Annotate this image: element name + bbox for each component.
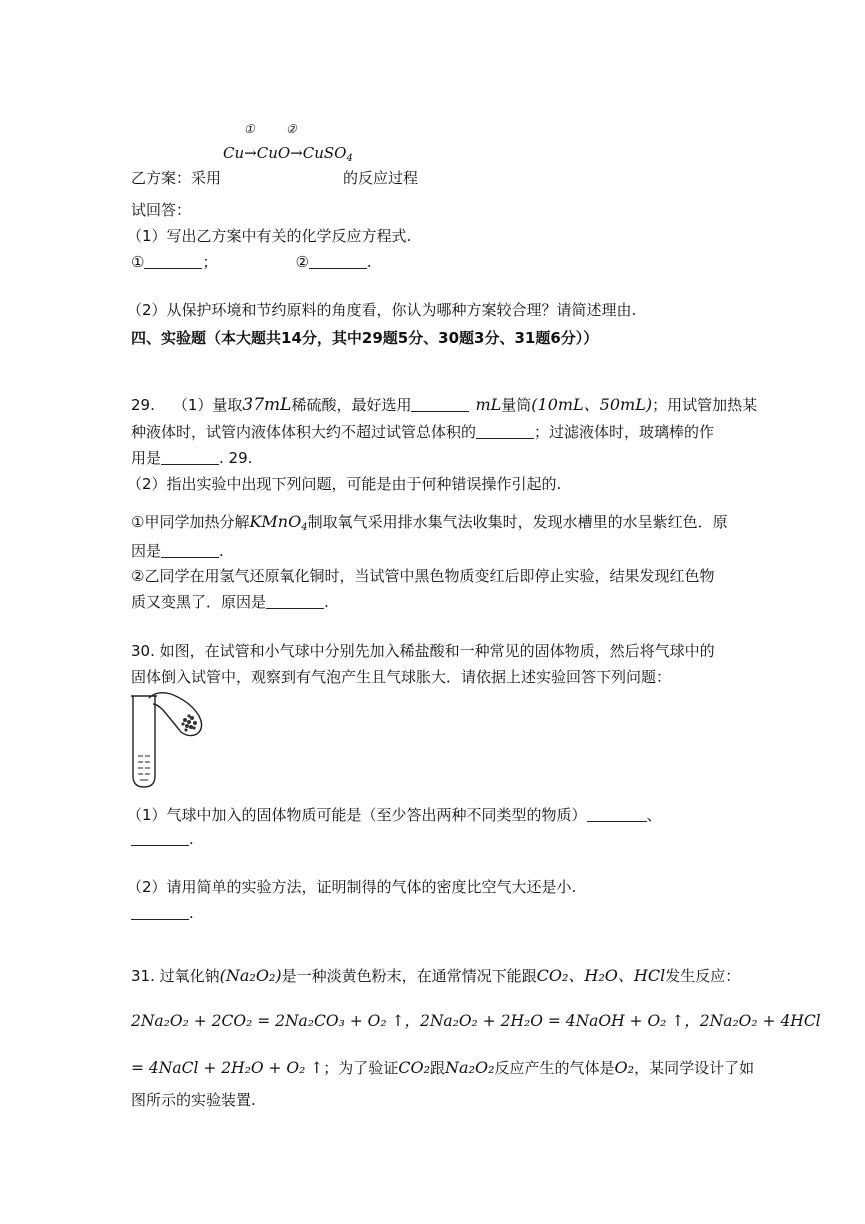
answer-blank[interactable] [309, 253, 367, 269]
q30-part1-cont: . [131, 829, 194, 849]
reaction-chain: Cu→CuO→CuSO$_4$ [223, 144, 353, 164]
q30-line2: 固体倒入试管中，观察到有气泡产生且气球胀大．请依据上述实验回答下列问题： [131, 668, 672, 686]
answer-blank[interactable] [131, 830, 189, 846]
q31-line1: 31. 过氧化钠(Na₂O₂)是一种淡黄色粉末，在通常情况下能跟CO₂、H₂O、HCl发生反应： [131, 966, 741, 985]
q29-line1: 29. （1）量取37mL稀硫酸，最好选用 mL量筒(10mL、50mL)；用试管加热某 [131, 395, 758, 415]
q30-line1: 30. 如图，在试管和小气球中分别先加入稀盐酸和一种常见的固体物质，然后将气球中的 [131, 642, 715, 660]
q28-part1-answers: ① ； ② . [131, 253, 372, 271]
test-tube-balloon-figure [129, 690, 209, 790]
section-heading: 四、实验题（本大题共14分，其中29题5分、30题3分、31题6分）） [131, 329, 599, 347]
q31-equations: 2Na₂O₂ + 2CO₂ = 2Na₂CO₃ + O₂ ↑，2Na₂O₂ + 2H₂O = 4NaOH + O₂ ↑，2Na₂O₂ + 4HCl [131, 1012, 821, 1030]
q29-line2: 种液体时，试管内液体体积大约不超过试管总体积的 ；过滤液体时，玻璃棒的作 [131, 423, 715, 441]
answer-blank[interactable] [161, 542, 219, 558]
q31-line4: 图所示的实验装置. [131, 1091, 256, 1109]
q28-part2: （2）从保护环境和节约原料的角度看，你认为哪种方案较合理？请简述理由. [127, 301, 637, 319]
q30-part2: （2）请用简单的实验方法，证明制得的气体的密度比空气大还是小. [127, 878, 577, 896]
q29-issue1: ①甲同学加热分解KMnO$_4$制取氧气采用排水集气法收集时，发现水槽里的水呈紫红色．原 [131, 512, 728, 533]
q30-part1: （1）气球中加入的固体物质可能是（至少答出两种不同类型的物质） 、 [127, 806, 662, 824]
q28-part1: （1）写出乙方案中有关的化学反应方程式. [127, 227, 412, 245]
answer-blank[interactable] [476, 423, 534, 439]
step2-label: ② [286, 122, 297, 136]
q28-prompt: 试回答： [131, 201, 192, 219]
q29-line3: 用是 . 29. [131, 449, 253, 467]
q29-issue1-cont: 因是 . [131, 542, 224, 560]
q30-part2-answer: . [131, 903, 194, 923]
q29-issue2: ②乙同学在用氢气还原氧化铜时，当试管中黑色物质变红后即停止实验，结果发现红色物 [131, 567, 715, 585]
answer-blank[interactable] [411, 396, 469, 412]
q31-line3: = 4NaCl + 2H₂O + O₂ ↑；为了验证CO₂跟Na₂O₂反应产生的气体是O₂，某同学设计了如 [131, 1058, 755, 1077]
q29-part2: （2）指出实验中出现下列问题，可能是由于何种错误操作引起的. [127, 475, 562, 493]
q29-issue2-cont: 质又变黑了．原因是 . [131, 593, 329, 611]
answer-blank[interactable] [144, 253, 202, 269]
scheme-b-label: 乙方案：采用 的反应过程 [131, 169, 419, 187]
answer-blank[interactable] [161, 449, 219, 465]
answer-blank[interactable] [131, 904, 189, 920]
answer-blank[interactable] [587, 806, 647, 822]
answer-blank[interactable] [266, 593, 324, 609]
step1-label: ① [244, 122, 255, 136]
